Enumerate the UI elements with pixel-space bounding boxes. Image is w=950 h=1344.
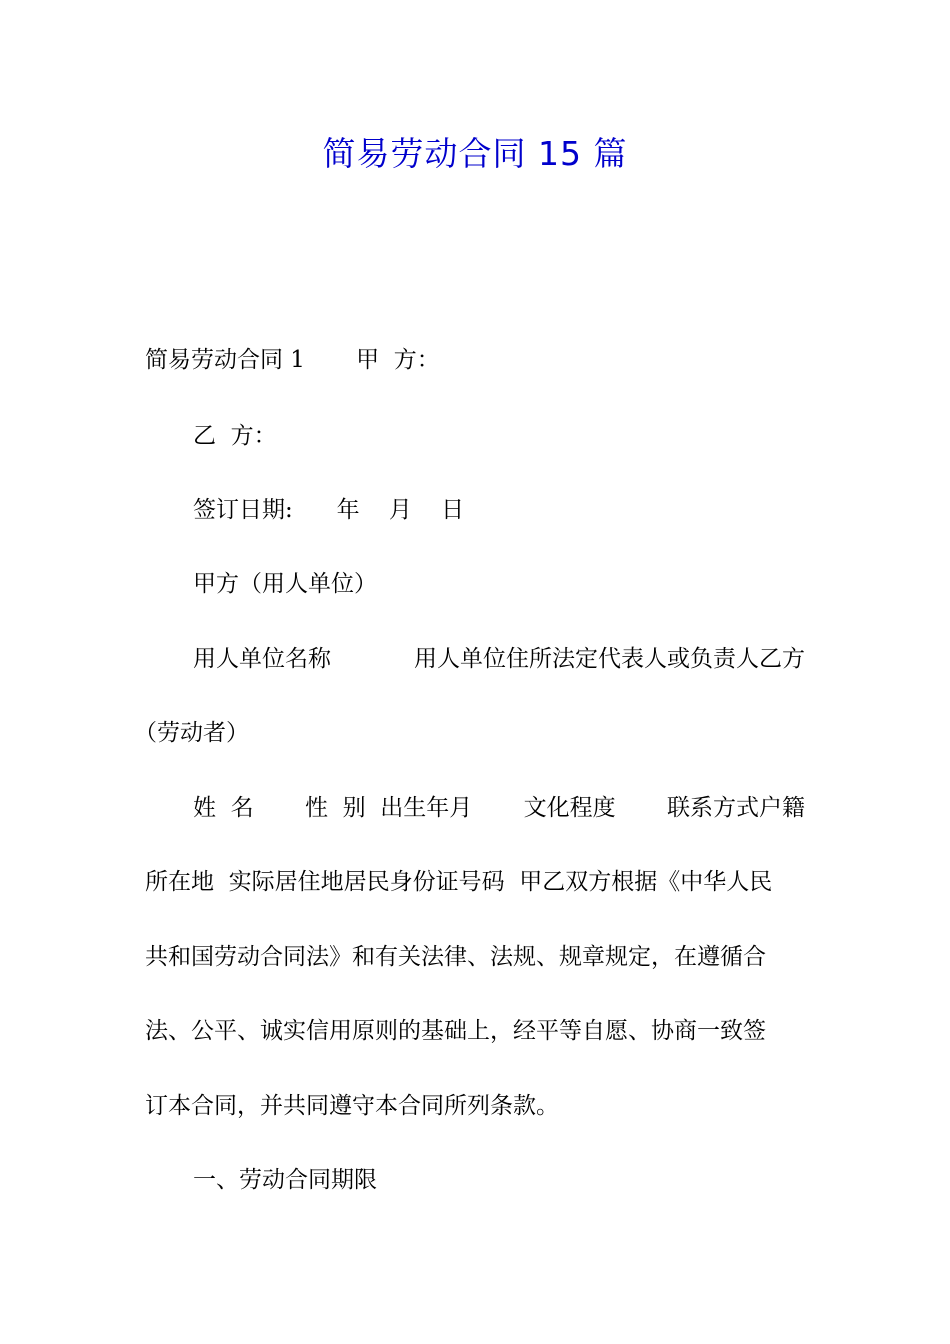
paragraph-line: 订本合同，并共同遵守本合同所列条款。 [145,1093,559,1119]
laborer-info-line [193,792,805,824]
signing-date-line: 签订日期: 年 月 日 [193,497,465,523]
paragraph-line: 所在地 实际居住地居民身份证号码 甲乙双方根据《中华人民 [145,869,773,895]
education-label: 文化程度 [523,795,616,821]
employer-address-label: 用人单位住所法定代表人或负责人乙方 [414,646,805,672]
section-heading: 一、劳动合同期限 [193,1167,377,1193]
employer-info-line [193,643,805,675]
employer-name-label: 用人单位名称 [193,646,331,672]
paragraph-line: 共和国劳动合同法》和有关法律、法规、规章规定，在遵循合 [145,944,766,970]
document-title: 简易劳动合同 15 篇 [322,134,628,173]
paragraph-line: 法、公平、诚实信用原则的基础上，经平等自愿、协商一致签 [145,1018,766,1044]
contact-label: 联系方式户籍 [667,795,805,821]
party-a-employer-line: 甲方（用人单位） [193,571,377,597]
laborer-line: （劳动者） [134,720,249,746]
party-b-line: 乙 方： [193,423,277,449]
gender-birth-label: 性 别 出生年月 [305,795,473,821]
contract-heading-line: 简易劳动合同 1 甲 方： [145,347,440,373]
name-label: 姓 名 [193,795,254,821]
